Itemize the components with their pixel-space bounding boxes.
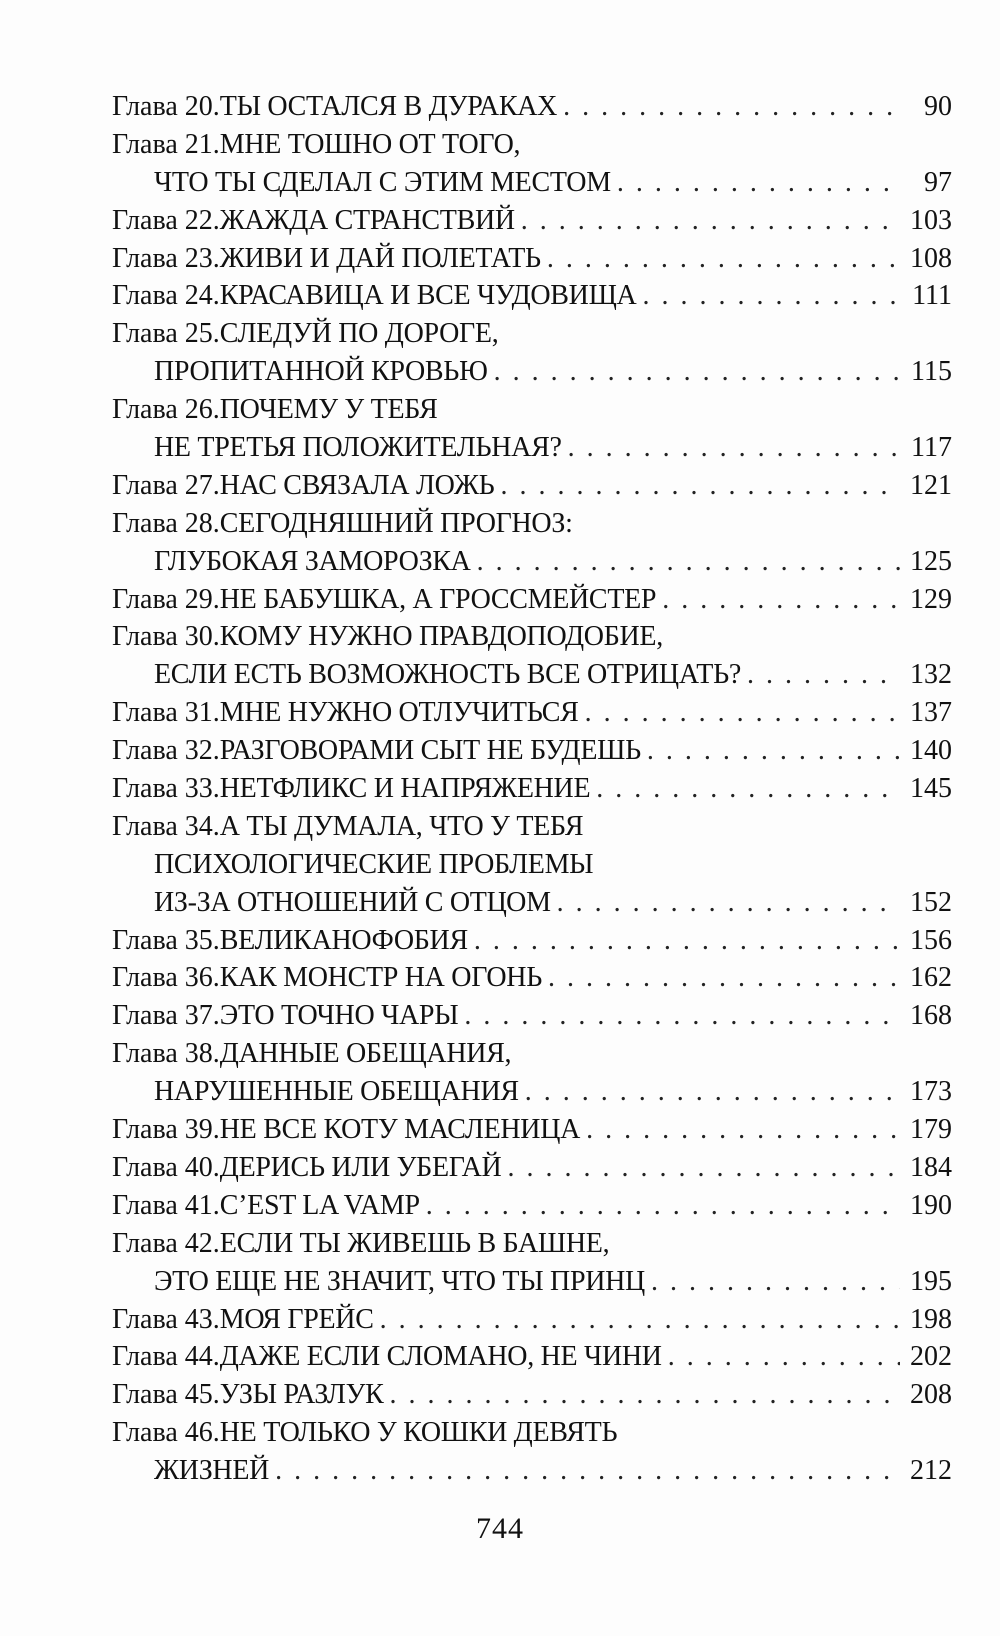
toc-entry-continuation xyxy=(112,353,952,391)
chapter-title: КОМУ НУЖНО ПРАВДОПОДОБИЕ, xyxy=(219,621,663,653)
toc-entry xyxy=(112,88,952,126)
chapter-label: Глава 35. xyxy=(112,924,220,956)
chapter-page-number: 179 xyxy=(910,1114,952,1146)
toc-entry xyxy=(112,922,952,960)
chapter-page-number: 140 xyxy=(910,735,952,767)
dot-leader xyxy=(586,1111,900,1149)
chapter-label: Глава 26. xyxy=(112,394,220,426)
chapter-title: ЖИЗНЕЙ xyxy=(154,1455,270,1487)
chapter-title: ЭТО ЕЩЕ НЕ ЗНАЧИТ, ЧТО ТЫ ПРИНЦ xyxy=(154,1265,645,1297)
toc-entry xyxy=(112,618,952,656)
toc-entry-continuation xyxy=(112,1073,952,1111)
dot-leader xyxy=(548,959,900,997)
chapter-title: ДАННЫЕ ОБЕЩАНИЯ, xyxy=(219,1038,512,1070)
chapter-title: НЕ ТОЛЬКО У КОШКИ ДЕВЯТЬ xyxy=(219,1417,618,1449)
chapter-page-number: 156 xyxy=(910,924,952,956)
chapter-label: Глава 38. xyxy=(112,1038,220,1070)
chapter-title: ЭТО ТОЧНО ЧАРЫ xyxy=(219,1000,459,1032)
toc-entry-continuation xyxy=(112,1263,952,1301)
chapter-label: Глава 41. xyxy=(112,1189,220,1221)
chapter-title: ДЕРИСЬ ИЛИ УБЕГАЙ xyxy=(219,1151,502,1183)
chapter-title: НАРУШЕННЫЕ ОБЕЩАНИЯ xyxy=(154,1076,519,1108)
chapter-title: НАС СВЯЗАЛА ЛОЖЬ xyxy=(219,469,495,501)
chapter-title: УЗЫ РАЗЛУК xyxy=(219,1379,384,1411)
chapter-title: МНЕ НУЖНО ОТЛУЧИТЬСЯ xyxy=(219,697,579,729)
chapter-label: Глава 22. xyxy=(112,204,220,236)
chapter-title: НЕ ВСЕ КОТУ МАСЛЕНИЦА xyxy=(219,1114,581,1146)
dot-leader xyxy=(521,202,900,240)
dot-leader xyxy=(596,770,900,808)
chapter-label: Глава 29. xyxy=(112,583,220,615)
chapter-label: Глава 39. xyxy=(112,1114,220,1146)
dot-leader xyxy=(662,581,900,619)
dot-leader xyxy=(525,1073,900,1111)
chapter-label: Глава 34. xyxy=(112,810,220,842)
toc-entry xyxy=(112,581,952,619)
chapter-page-number: 115 xyxy=(911,356,952,388)
chapter-title: МНЕ ТОШНО ОТ ТОГО, xyxy=(219,128,521,160)
chapter-title: НЕТФЛИКС И НАПРЯЖЕНИЕ xyxy=(219,773,591,805)
toc-entry xyxy=(112,391,952,429)
chapter-label: Глава 45. xyxy=(112,1379,220,1411)
chapter-page-number: 198 xyxy=(910,1303,952,1335)
chapter-page-number: 108 xyxy=(910,242,952,274)
chapter-label: Глава 25. xyxy=(112,318,220,350)
chapter-label: Глава 46. xyxy=(112,1417,220,1449)
dot-leader xyxy=(747,656,900,694)
dot-leader xyxy=(651,1263,900,1301)
toc-entry xyxy=(112,1338,952,1376)
dot-leader xyxy=(464,997,900,1035)
chapter-label: Глава 43. xyxy=(112,1303,220,1335)
dot-leader xyxy=(426,1187,900,1225)
chapter-page-number: 184 xyxy=(910,1151,952,1183)
toc-entry-continuation xyxy=(112,543,952,581)
chapter-title: C’EST LA VAMP xyxy=(219,1189,420,1221)
toc-entry xyxy=(112,1376,952,1414)
chapter-page-number: 90 xyxy=(924,91,952,122)
toc-entry xyxy=(112,277,952,315)
chapter-label: Глава 40. xyxy=(112,1151,220,1183)
toc-entry xyxy=(112,1414,952,1452)
dot-leader xyxy=(500,467,900,505)
dot-leader xyxy=(275,1452,900,1490)
toc-entry xyxy=(112,1149,952,1187)
chapter-title: СЕГОДНЯШНИЙ ПРОГНОЗ: xyxy=(219,507,573,539)
toc-entry-continuation xyxy=(112,429,952,467)
chapter-page-number: 202 xyxy=(910,1341,952,1373)
toc-entry-continuation xyxy=(112,656,952,694)
chapter-label: Глава 21. xyxy=(112,128,220,160)
dot-leader xyxy=(389,1376,900,1414)
dot-leader xyxy=(507,1149,900,1187)
chapter-title: ПРОПИТАННОЙ КРОВЬЮ xyxy=(154,356,488,388)
chapter-page-number: 103 xyxy=(910,204,952,236)
toc-entry xyxy=(112,1187,952,1225)
dot-leader xyxy=(617,164,900,202)
chapter-page-number: 117 xyxy=(911,432,952,464)
chapter-label: Глава 33. xyxy=(112,773,220,805)
chapter-title: ПСИХОЛОГИЧЕСКИЕ ПРОБЛЕМЫ xyxy=(154,848,594,880)
chapter-page-number: 137 xyxy=(910,697,952,729)
toc-entry xyxy=(112,1225,952,1263)
dot-leader xyxy=(547,240,900,278)
dot-leader xyxy=(568,429,900,467)
chapter-page-number: 129 xyxy=(910,583,952,615)
chapter-label: Глава 23. xyxy=(112,242,220,274)
chapter-page-number: 145 xyxy=(910,773,952,805)
dot-leader xyxy=(474,922,900,960)
chapter-page-number: 195 xyxy=(910,1265,952,1297)
chapter-title: КРАСАВИЦА И ВСЕ ЧУДОВИЩА xyxy=(219,280,637,312)
chapter-label: Глава 20. xyxy=(112,91,220,122)
chapter-page-number: 125 xyxy=(910,545,952,577)
chapter-label: Глава 28. xyxy=(112,507,220,539)
chapter-title: ИЗ-ЗА ОТНОШЕНИЙ С ОТЦОМ xyxy=(154,886,551,918)
chapter-page-number: 212 xyxy=(910,1455,952,1487)
chapter-label: Глава 32. xyxy=(112,735,220,767)
dot-leader xyxy=(585,694,900,732)
chapter-label: Глава 42. xyxy=(112,1227,220,1259)
toc-entry xyxy=(112,1111,952,1149)
toc-entry xyxy=(112,240,952,278)
chapter-page-number: 152 xyxy=(910,886,952,918)
toc-entry-continuation xyxy=(112,884,952,922)
toc-entry xyxy=(112,770,952,808)
toc-entry xyxy=(112,505,952,543)
toc-entry xyxy=(112,959,952,997)
dot-leader xyxy=(668,1338,900,1376)
chapter-title: КАК МОНСТР НА ОГОНЬ xyxy=(219,962,542,994)
toc-entry xyxy=(112,202,952,240)
chapter-title: ЕСЛИ ЕСТЬ ВОЗМОЖНОСТЬ ВСЕ ОТРИЦАТЬ? xyxy=(154,659,741,691)
chapter-title: НЕ ТРЕТЬЯ ПОЛОЖИТЕЛЬНАЯ? xyxy=(154,432,562,464)
chapter-title: ВЕЛИКАНОФОБИЯ xyxy=(219,924,468,956)
toc-entry-continuation xyxy=(112,1452,952,1490)
chapter-label: Глава 24. xyxy=(112,280,220,312)
toc-entry xyxy=(112,694,952,732)
toc-entry xyxy=(112,997,952,1035)
toc-entry-continuation xyxy=(112,164,952,202)
toc-entry xyxy=(112,1301,952,1339)
chapter-title: СЛЕДУЙ ПО ДОРОГЕ, xyxy=(219,318,499,350)
chapter-page-number: 97 xyxy=(924,166,952,198)
page-number: 744 xyxy=(476,1512,524,1545)
chapter-title: ДАЖЕ ЕСЛИ СЛОМАНО, НЕ ЧИНИ xyxy=(219,1341,662,1373)
table-of-contents xyxy=(112,88,952,1490)
dot-leader xyxy=(494,353,900,391)
chapter-page-number: 121 xyxy=(910,469,952,501)
toc-entry-continuation xyxy=(112,846,952,884)
dot-leader xyxy=(380,1301,900,1339)
chapter-label: Глава 31. xyxy=(112,697,220,729)
dot-leader xyxy=(642,277,900,315)
chapter-title: ЕСЛИ ТЫ ЖИВЕШЬ В БАШНЕ, xyxy=(219,1227,610,1259)
chapter-title: ПОЧЕМУ У ТЕБЯ xyxy=(219,394,438,426)
chapter-label: Глава 44. xyxy=(112,1341,220,1373)
toc-entry xyxy=(112,808,952,846)
dot-leader xyxy=(563,88,900,126)
toc-entry xyxy=(112,467,952,505)
chapter-label: Глава 36. xyxy=(112,962,220,994)
chapter-page-number: 162 xyxy=(910,962,952,994)
chapter-label: Глава 27. xyxy=(112,469,220,501)
dot-leader xyxy=(647,732,900,770)
chapter-page-number: 111 xyxy=(912,280,952,312)
chapter-page-number: 168 xyxy=(910,1000,952,1032)
chapter-title: ЖИВИ И ДАЙ ПОЛЕТАТЬ xyxy=(219,242,541,274)
chapter-page-number: 173 xyxy=(910,1076,952,1108)
chapter-title: НЕ БАБУШКА, А ГРОССМЕЙСТЕР xyxy=(219,583,657,615)
toc-entry xyxy=(112,1035,952,1073)
chapter-label: Глава 37. xyxy=(112,1000,220,1032)
dot-leader xyxy=(477,543,900,581)
toc-entry xyxy=(112,732,952,770)
chapter-title: ТЫ ОСТАЛСЯ В ДУРАКАХ xyxy=(219,91,558,122)
chapter-page-number: 132 xyxy=(910,659,952,691)
dot-leader xyxy=(557,884,900,922)
chapter-title: ЧТО ТЫ СДЕЛАЛ С ЭТИМ МЕСТОМ xyxy=(154,166,611,198)
chapter-page-number: 208 xyxy=(910,1379,952,1411)
chapter-title: ЖАЖДА СТРАНСТВИЙ xyxy=(219,204,515,236)
chapter-title: МОЯ ГРЕЙС xyxy=(219,1303,374,1335)
toc-entry xyxy=(112,126,952,164)
chapter-page-number: 190 xyxy=(910,1189,952,1221)
chapter-title: А ТЫ ДУМАЛА, ЧТО У ТЕБЯ xyxy=(219,810,584,842)
toc-entry xyxy=(112,315,952,353)
chapter-title: ГЛУБОКАЯ ЗАМОРОЗКА xyxy=(154,545,471,577)
chapter-label: Глава 30. xyxy=(112,621,220,653)
chapter-title: РАЗГОВОРАМИ СЫТ НЕ БУДЕШЬ xyxy=(219,735,641,767)
